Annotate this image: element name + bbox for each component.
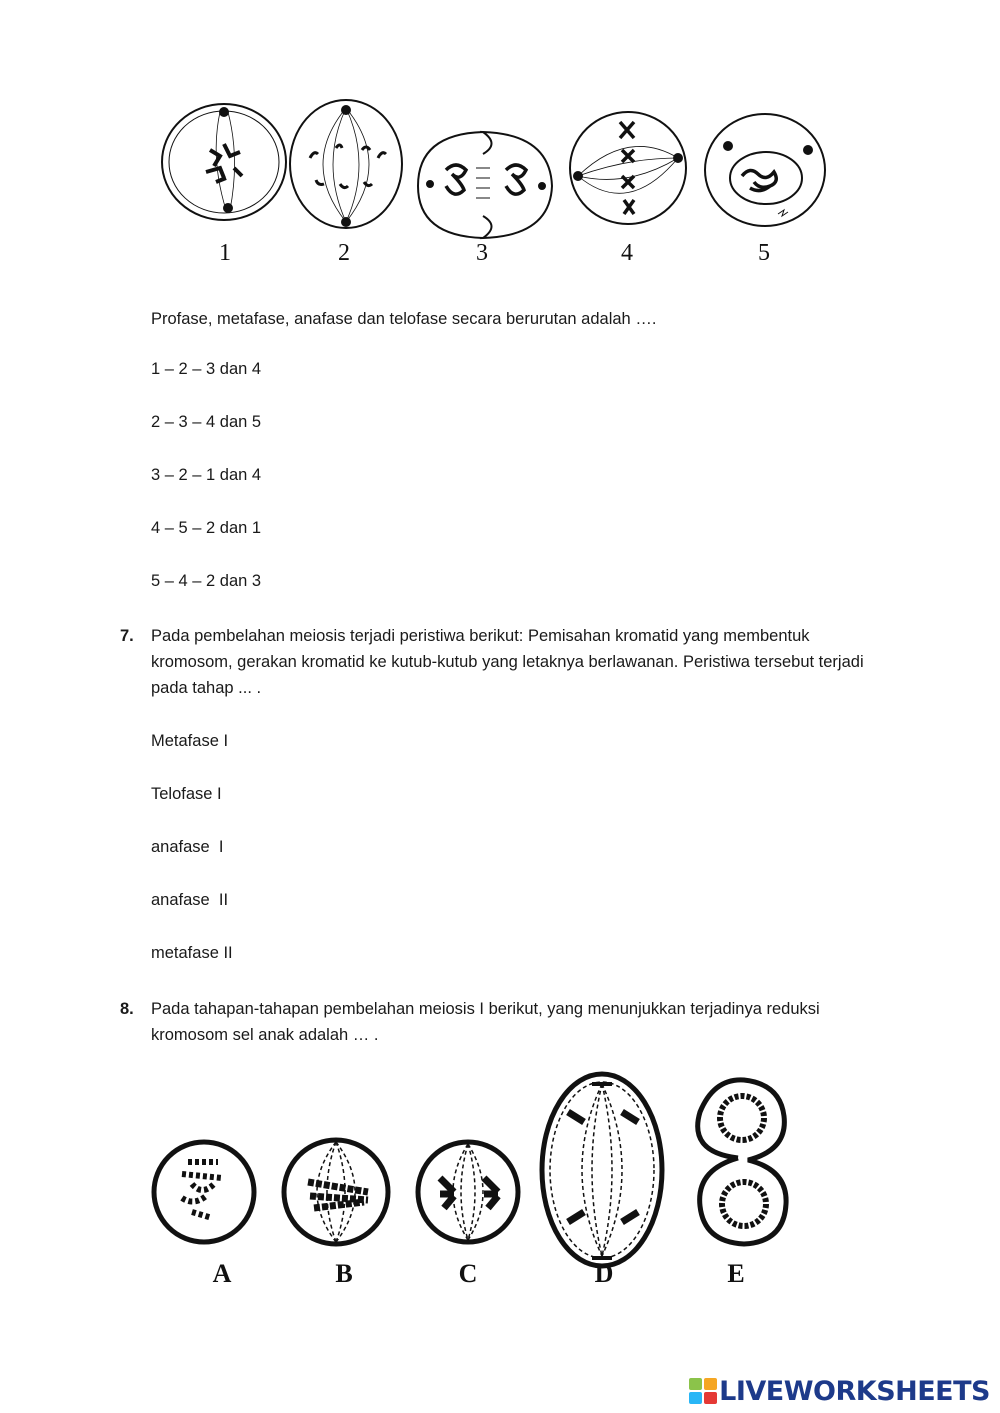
question-8-number: 8.	[120, 1000, 134, 1018]
meiosis-stages-svg	[148, 1062, 816, 1292]
cell-label-5: 5	[758, 240, 770, 266]
answer-option[interactable]: Telofase I	[151, 785, 222, 803]
question-6-prompt: Profase, metafase, anafase dan telofase secara berurutan adalah ….	[151, 310, 657, 328]
cell-4-drawing	[570, 112, 686, 224]
mitosis-stages-svg	[150, 98, 840, 273]
stage-label-e: E	[727, 1259, 745, 1288]
cell-label-4: 4	[621, 240, 633, 266]
question-7-prompt: Pada pembelahan meiosis terjadi peristiwa berikut: Pemisahan kromatid yang membentuk kromosom, gerakan kromatid ke kutub-kutub yang letaknya berlawanan. Peristiwa tersebut terjadi pada tahap ... .	[151, 627, 864, 697]
answer-option[interactable]: anafase I	[151, 838, 224, 856]
logo-tile	[704, 1392, 717, 1404]
answer-option[interactable]: Metafase I	[151, 732, 229, 750]
stage-a-drawing	[154, 1142, 254, 1242]
answer-option[interactable]: 3 – 2 – 1 dan 4	[151, 466, 262, 484]
cell-2-drawing	[290, 100, 402, 228]
cell-3-drawing	[418, 132, 552, 238]
answer-option[interactable]: 1 – 2 – 3 dan 4	[151, 360, 262, 378]
stage-b-drawing	[284, 1140, 388, 1244]
logo-tile	[689, 1392, 702, 1404]
answer-option[interactable]: metafase II	[151, 944, 233, 962]
brand-name: LIVEWORKSHEETS	[719, 1375, 990, 1407]
question-8-prompt: Pada tahapan-tahapan pembelahan meiosis I berikut, yang menunjukkan terjadinya reduksi kromosom sel anak adalah … .	[151, 1000, 820, 1044]
meiosis-stages-figure	[148, 1062, 816, 1292]
mitosis-stages-figure	[150, 98, 840, 273]
stage-label-b: B	[335, 1259, 353, 1288]
stage-d-drawing	[542, 1074, 662, 1266]
logo-tile	[704, 1378, 717, 1390]
cell-label-3: 3	[476, 240, 488, 266]
liveworksheets-logo-icon	[689, 1378, 717, 1404]
liveworksheets-brand	[689, 1377, 990, 1405]
cell-label-1: 1	[219, 240, 231, 266]
stage-label-a: A	[212, 1259, 232, 1288]
answer-option[interactable]: anafase II	[151, 891, 229, 909]
stage-label-d: D	[594, 1259, 614, 1288]
stage-c-drawing	[418, 1142, 518, 1242]
logo-tile	[689, 1378, 702, 1390]
cell-label-2: 2	[338, 240, 350, 266]
cell-1-drawing	[162, 104, 286, 220]
stage-e-drawing	[698, 1080, 786, 1244]
answer-option[interactable]: 4 – 5 – 2 dan 1	[151, 519, 262, 537]
question-7-number: 7.	[120, 627, 134, 645]
answer-option[interactable]: 2 – 3 – 4 dan 5	[151, 413, 262, 431]
stage-label-c: C	[458, 1259, 478, 1288]
answer-option[interactable]: 5 – 4 – 2 dan 3	[151, 572, 262, 590]
cell-5-drawing	[705, 114, 825, 226]
